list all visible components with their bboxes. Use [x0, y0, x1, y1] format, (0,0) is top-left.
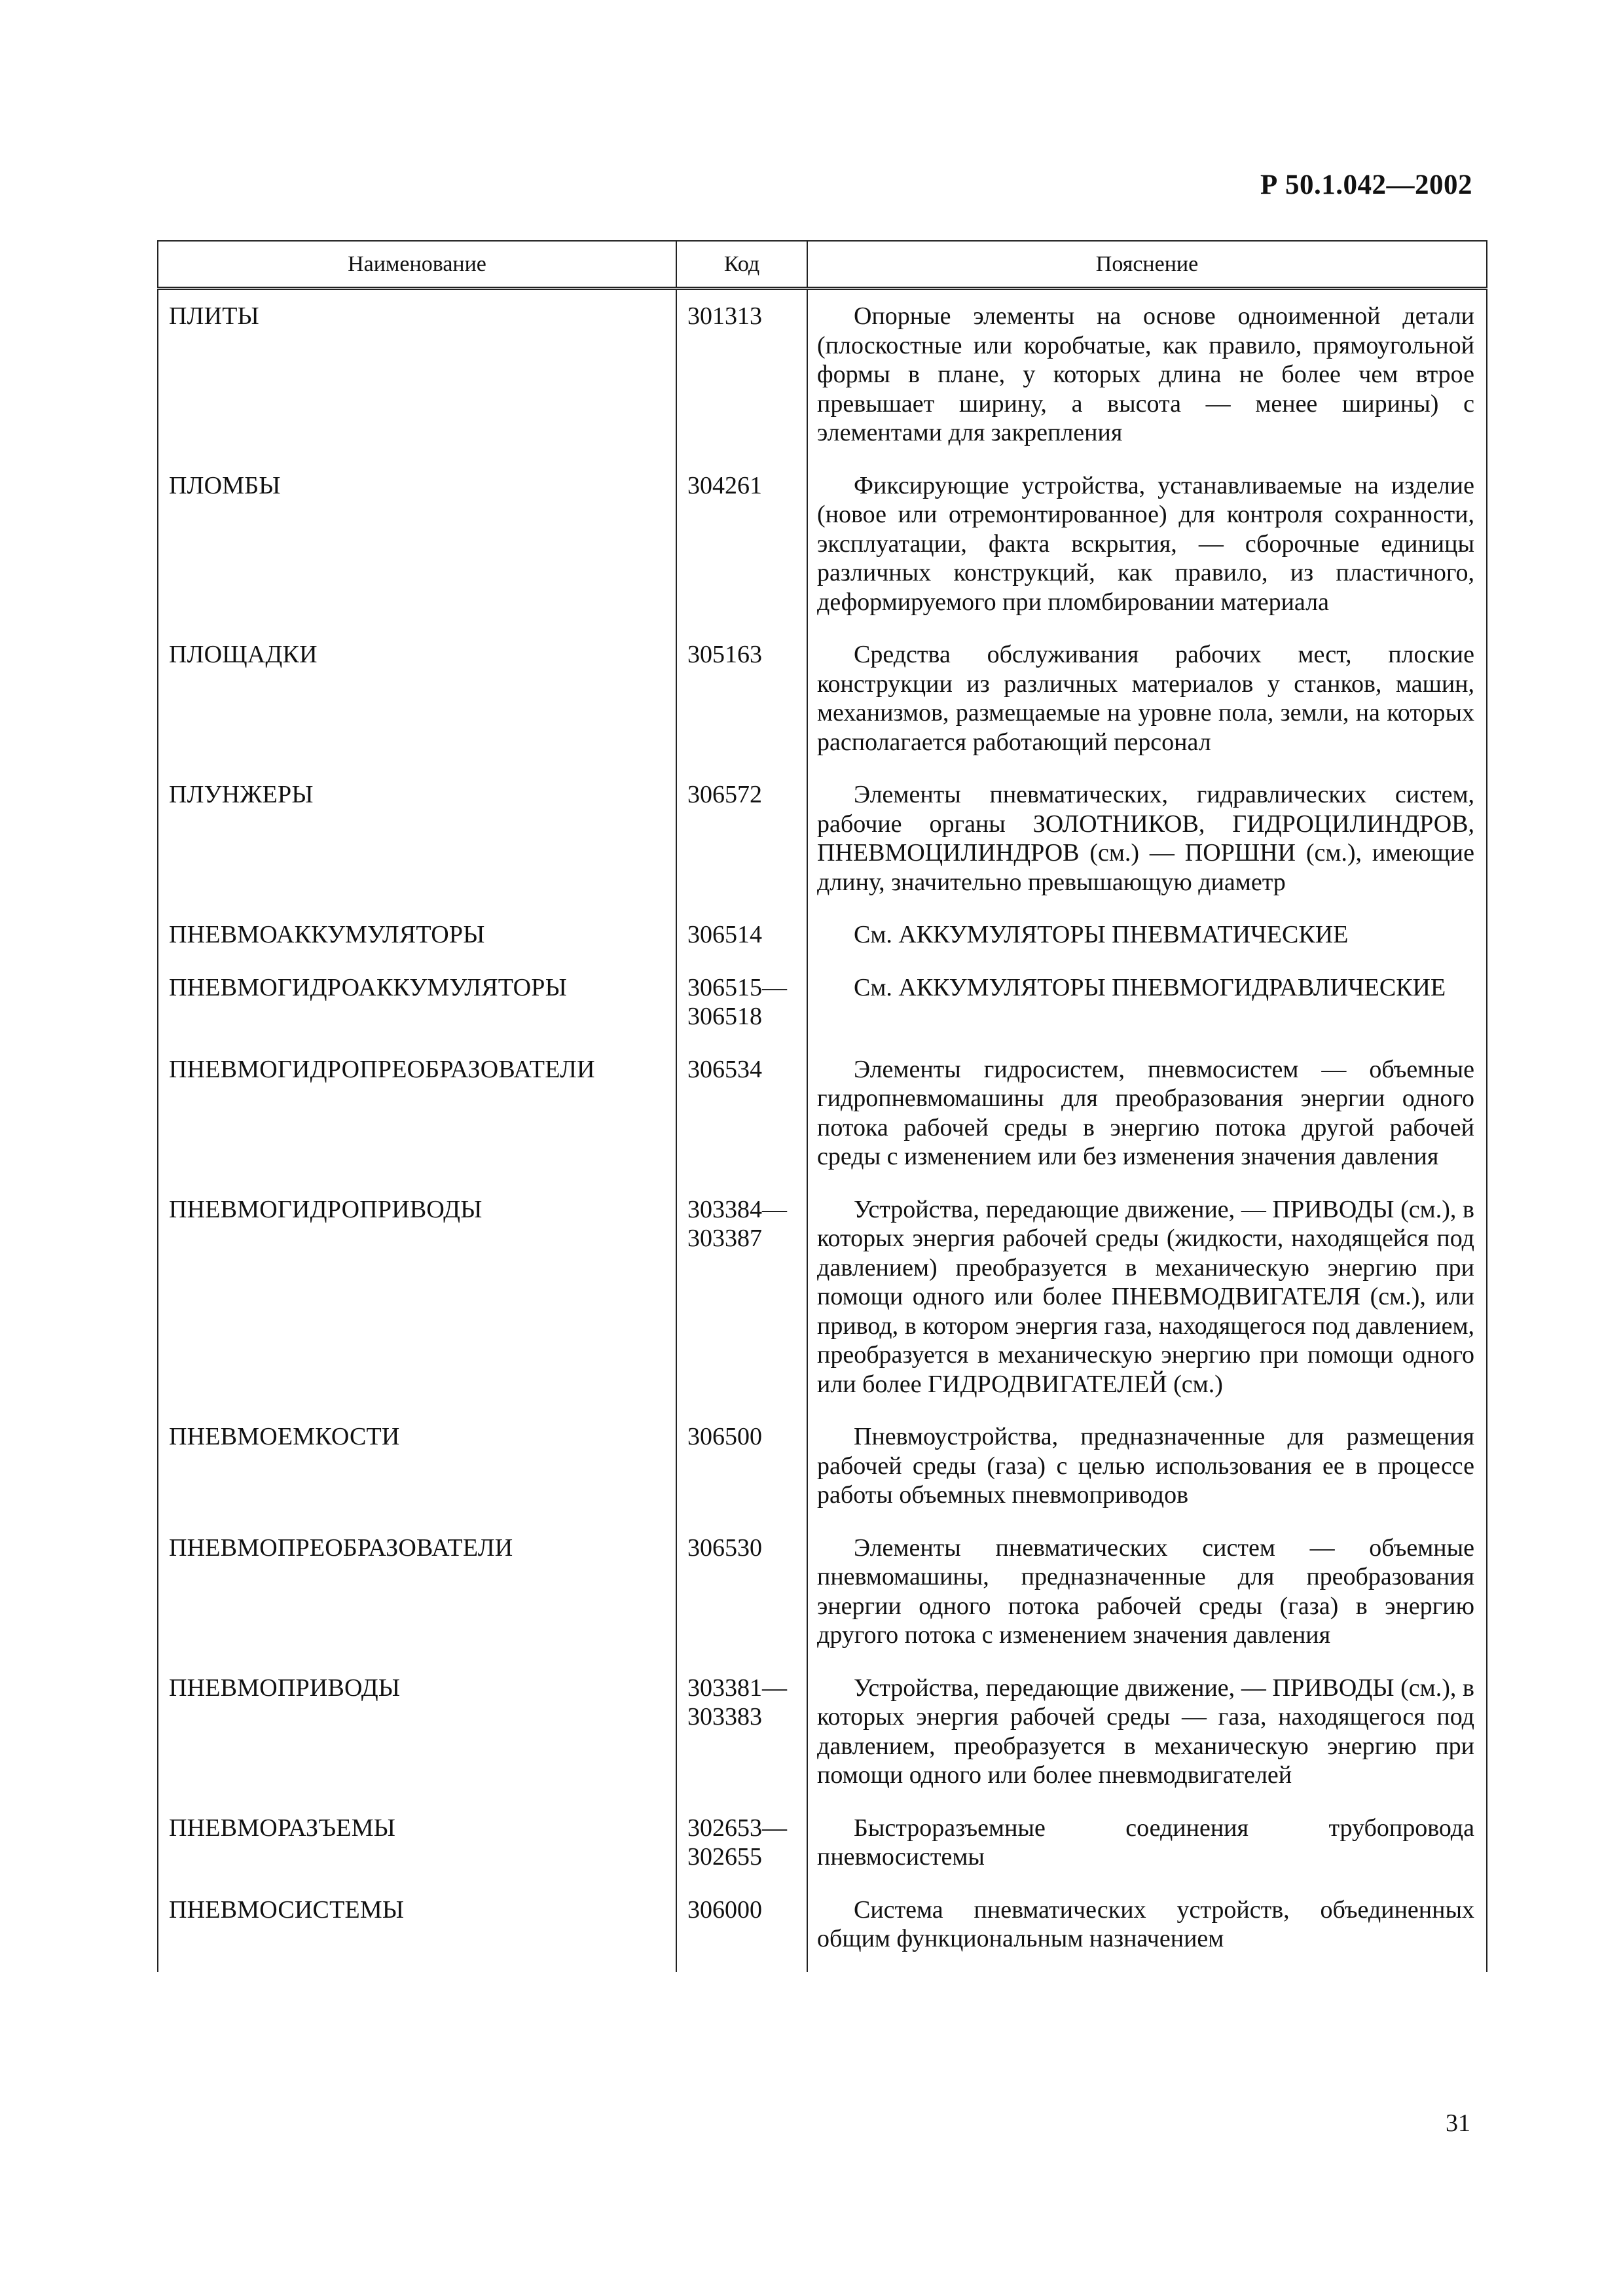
term-description: Быстроразъемные соединения трубопровода пневмосистемы: [807, 1808, 1487, 1890]
term-description: Фиксирующие устройства, устанавливаемые на изделие (новое или отремонтированное) для контроля сохранности, эксплуатации, факта вскрытия, — сборочные единицы различных конструкций, как правило, из пластичного, деформируемого при пломбировании материала: [807, 466, 1487, 636]
term-description: Система пневматических устройств, объединенных общим функциональным назначением: [807, 1890, 1487, 1972]
term-description: Элементы пневматических, гидравлических систем, рабочие органы ЗОЛОТНИКОВ, ГИДРОЦИЛИНДРОВ, ПНЕВМОЦИЛИНДРОВ (см.) — ПОРШНИ (см.), имеющие длину, значительно превышающую диаметр: [807, 775, 1487, 915]
term-name: ПНЕВМОАККУМУЛЯТОРЫ: [158, 915, 676, 968]
term-code: 306572: [676, 775, 807, 915]
term-description: Пневмоустройства, предназначенные для размещения рабочей среды (газа) с целью использования ее в процессе работы объемных пневмоприводов: [807, 1417, 1487, 1528]
term-code: 306514: [676, 915, 807, 968]
table-row: [158, 968, 1487, 1050]
page-number: 31: [1446, 2109, 1470, 2137]
term-description: См. АККУМУЛЯТОРЫ ПНЕВМОГИДРАВЛИЧЕСКИЕ: [807, 968, 1487, 1050]
term-name: ПЛУНЖЕРЫ: [158, 775, 676, 915]
terms-table-container: [157, 240, 1486, 1972]
table-header: [158, 241, 1487, 289]
term-description: См. АККУМУЛЯТОРЫ ПНЕВМАТИЧЕСКИЕ: [807, 915, 1487, 968]
term-code: 306534: [676, 1050, 807, 1190]
term-name: ПНЕВМОПРИВОДЫ: [158, 1668, 676, 1808]
term-name: ПЛОЩАДКИ: [158, 635, 676, 775]
term-code: 301313: [676, 289, 807, 466]
table-body: [158, 289, 1487, 1972]
table-row: [158, 635, 1487, 775]
term-name: ПНЕВМОЕМКОСТИ: [158, 1417, 676, 1528]
term-description: Устройства, передающие движение, — ПРИВОДЫ (см.), в которых энергия рабочей среды — газа, находящегося под давлением, преобразуется в механическую энергию при помощи одного или более пневмодвигателей: [807, 1668, 1487, 1808]
term-code: 305163: [676, 635, 807, 775]
term-description: Элементы гидросистем, пневмосистем — объемные гидропневмомашины для преобразования энергии одного потока рабочей среды в энергию потока другой рабочей среды с изменением или без изменения значения давления: [807, 1050, 1487, 1190]
term-name: ПНЕВМОГИДРОПРИВОДЫ: [158, 1190, 676, 1418]
table-row: [158, 466, 1487, 636]
term-name: ПНЕВМОСИСТЕМЫ: [158, 1890, 676, 1972]
term-code: 302653— 302655: [676, 1808, 807, 1890]
term-name: ПНЕВМОПРЕОБРАЗОВАТЕЛИ: [158, 1528, 676, 1668]
term-description: Опорные элементы на основе одноименной детали (плоскостные или коробчатые, как правило, прямоугольной формы в плане, у которых длина не более чем втрое превышает ширину, а высота — менее ширины) с элементами для закрепления: [807, 289, 1487, 466]
table-row: [158, 775, 1487, 915]
term-description: Устройства, передающие движение, — ПРИВОДЫ (см.), в которых энергия рабочей среды (жидкости, находящейся под давлением) преобразуется в механическую энергию при помощи одного или более ПНЕВМОДВИГАТЕЛЯ (см.), или привод, в котором энергия газа, находящегося под давлением, преобразуется в механическую энергию при помощи одного или более ГИДРОДВИГАТЕЛЕЙ (см.): [807, 1190, 1487, 1418]
term-description: Элементы пневматических систем — объемные пневмомашины, предназначенные для преобразования энергии одного потока рабочей среды (газа) в энергию другого потока с изменением значения давления: [807, 1528, 1487, 1668]
term-code: 303381— 303383: [676, 1668, 807, 1808]
term-name: ПНЕВМОГИДРОПРЕОБРАЗОВАТЕЛИ: [158, 1050, 676, 1190]
term-code: 306000: [676, 1890, 807, 1972]
term-name: ПЛИТЫ: [158, 289, 676, 466]
term-name: ПЛОМБЫ: [158, 466, 676, 636]
header-row: [158, 241, 1487, 289]
term-name: ПНЕВМОГИДРОАККУМУЛЯТОРЫ: [158, 968, 676, 1050]
table-row: [158, 289, 1487, 466]
table-row: [158, 1668, 1487, 1808]
column-header-code: Код: [676, 241, 807, 289]
table-row: [158, 915, 1487, 968]
term-code: 303384— 303387: [676, 1190, 807, 1418]
term-code: 306515— 306518: [676, 968, 807, 1050]
term-code: 306500: [676, 1417, 807, 1528]
term-code: 306530: [676, 1528, 807, 1668]
term-name: ПНЕВМОРАЗЪЕМЫ: [158, 1808, 676, 1890]
term-code: 304261: [676, 466, 807, 636]
table-row: [158, 1050, 1487, 1190]
column-header-description: Пояснение: [807, 241, 1487, 289]
document-code: Р 50.1.042—2002: [1260, 170, 1472, 200]
table-row: [158, 1890, 1487, 1972]
term-description: Средства обслуживания рабочих мест, плоские конструкции из различных материалов у станков, машин, механизмов, размещаемые на уровне пола, земли, на которых располагается работающий персонал: [807, 635, 1487, 775]
terms-table: [157, 240, 1487, 1972]
table-row: [158, 1528, 1487, 1668]
table-row: [158, 1190, 1487, 1418]
table-row: [158, 1417, 1487, 1528]
table-row: [158, 1808, 1487, 1890]
column-header-name: Наименование: [158, 241, 676, 289]
